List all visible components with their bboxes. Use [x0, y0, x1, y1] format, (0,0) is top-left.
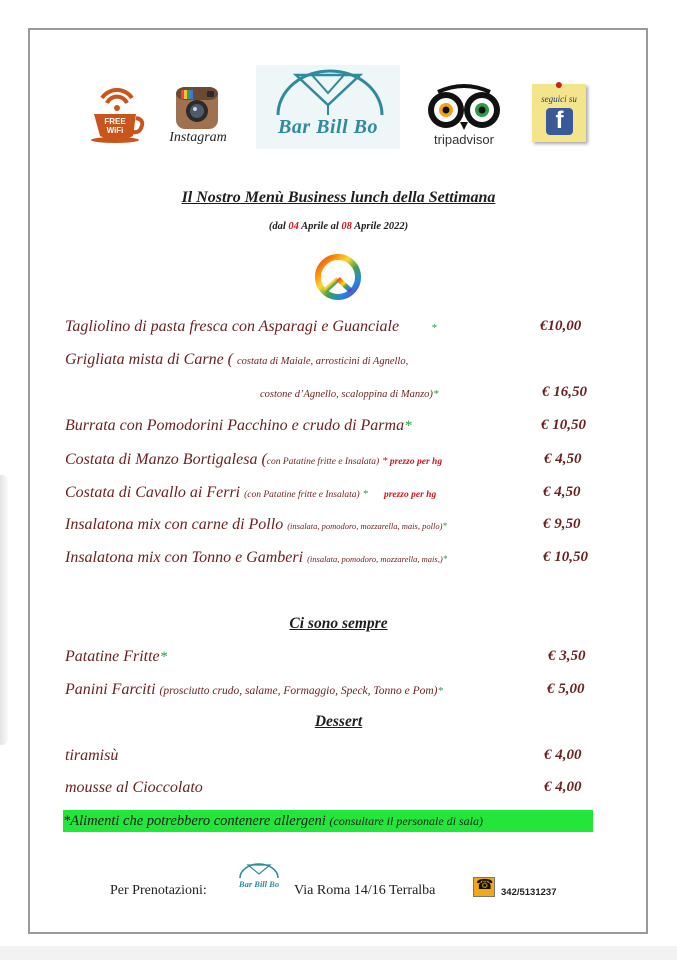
wifi-cup-icon [88, 84, 146, 146]
instagram-icon [175, 86, 219, 130]
menu-item: Tagliolino di pasta fresca con Asparagi e Guanciale * [65, 318, 437, 335]
menu-item-price: € 4,50 [544, 451, 582, 467]
menu-item-price: € 10,50 [541, 417, 586, 433]
wifi-logo [88, 84, 146, 146]
always-item: Patatine Fritte* [65, 648, 168, 665]
menu-item: Insalatona mix con Tonno e Gamberi (insalata, pomodoro, mozzarella, mais,)* [65, 549, 448, 566]
menu-item: Insalatona mix con carne di Pollo (insalata, pomodoro, mozzarella, mais, pollo)* [65, 516, 447, 533]
tripadvisor-label: tripadvisor [434, 132, 494, 147]
footer-brand: Bar Bill Bo [238, 879, 280, 889]
pin-icon: ● [554, 78, 564, 93]
allergen-note: *Alimenti che potrebbero contenere allergeni (consultare il personale di sala) [63, 810, 593, 832]
phone-icon: ☎ [473, 877, 495, 897]
footer-logo [232, 862, 286, 894]
bar-bill-bo-logo [256, 65, 400, 149]
dessert-item-price: € 4,00 [544, 747, 582, 763]
menu-item-price: € 10,50 [543, 549, 588, 565]
menu-item-price: € 4,50 [543, 484, 581, 500]
bottom-strip [0, 946, 677, 960]
screen-edge [0, 475, 8, 745]
menu-item: Grigliata mista di Carne ( costata di Maiale, arrosticini di Agnello, [65, 351, 409, 368]
brand-name: Bar Bill Bo [278, 116, 378, 138]
menu-item-price: € 16,50 [542, 384, 587, 400]
menu-item: Costata di Manzo Bortigalesa (con Patatine fritte e Insalata) * prezzo per hg [65, 451, 443, 468]
facebook-icon: f [546, 108, 573, 135]
menu-item-price: €10,00 [540, 318, 582, 334]
address: Via Roma 14/16 Terralba [294, 883, 436, 898]
menu-item: Costata di Cavallo ai Ferri (con Patatine fritte e Insalata) * prezzo per hg [65, 484, 437, 501]
menu-item: Burrata con Pomodorini Pacchino e crudo di Parma* [65, 417, 412, 434]
tripadvisor-logo[interactable] [424, 82, 504, 150]
menu-item-detail: costone d’Agnello, scaloppina di Manzo)* [260, 388, 439, 400]
dessert-heading: Dessert [314, 713, 363, 730]
always-item: Panini Farciti (prosciutto crudo, salame, Formaggio, Speck, Tonno e Pom)* [65, 681, 444, 698]
menu-page [28, 28, 648, 934]
always-heading: Ci sono sempre [289, 615, 388, 632]
instagram-label: Instagram [169, 130, 227, 145]
always-item-price: € 5,00 [547, 681, 585, 697]
instagram-logo[interactable] [168, 86, 228, 152]
dessert-item: tiramisù [65, 747, 119, 764]
menu-title: Il Nostro Menù Business lunch della Settimana [181, 189, 496, 206]
phone-number[interactable]: 342/5131237 [501, 887, 557, 898]
dessert-item-price: € 4,00 [544, 779, 582, 795]
always-item-price: € 3,50 [548, 648, 586, 664]
booking-label: Per Prenotazioni: [110, 883, 207, 898]
wifi-text: FREE WiFi [104, 117, 126, 135]
menu-item-price: € 9,50 [543, 516, 581, 532]
peace-icon [313, 252, 363, 302]
date-range: (dal 04 Aprile al 08 Aprile 2022) [268, 221, 409, 232]
owl-icon [424, 82, 504, 132]
facebook-logo[interactable] [532, 78, 586, 142]
dessert-item: mousse al Cioccolato [65, 779, 203, 796]
facebook-note: seguici su [541, 94, 577, 104]
